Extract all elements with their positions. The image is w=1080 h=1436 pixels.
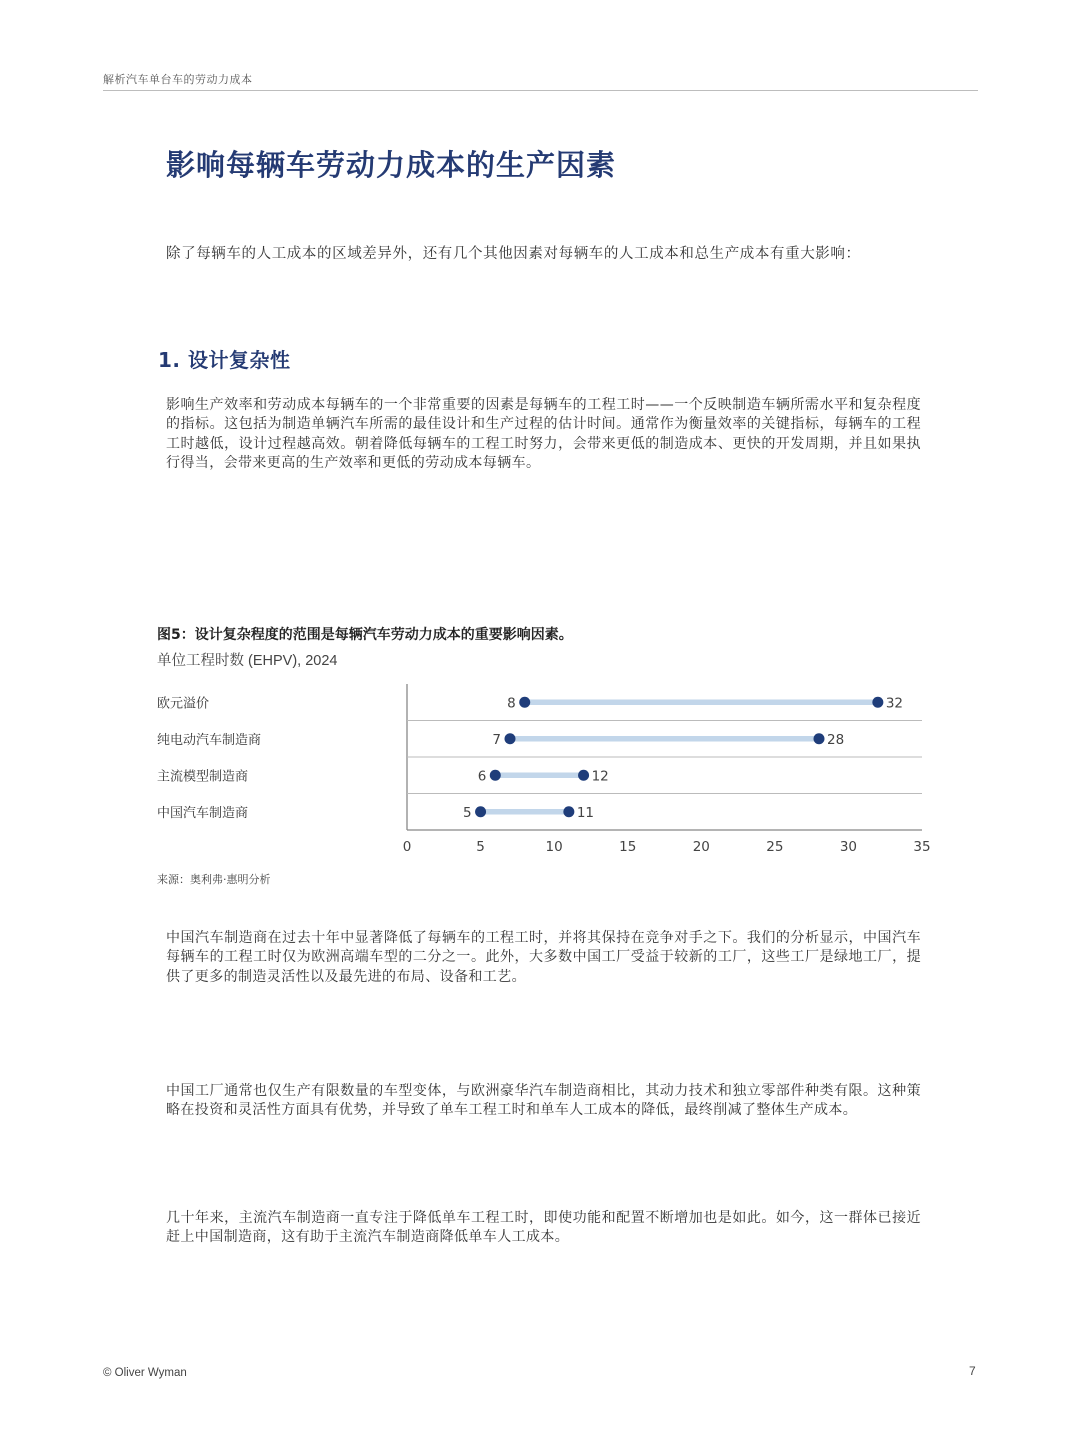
section-heading: 1. 设计复杂性 <box>158 348 291 372</box>
body-paragraph: 中国汽车制造商在过去十年中显著降低了每辆车的工程工时，并将其保持在竞争对手之下。我们的分析显示，中国汽车每辆车的工程工时仅为欧洲高端车型的二分之一。此外，大多数中国工厂受益于较新的工厂，这些工厂是绿地工厂，提供了更多的制造灵活性以及最先进的布局、设备和工艺。 <box>166 930 921 985</box>
max-dot <box>814 733 825 744</box>
max-dot <box>872 697 883 708</box>
x-tick-label: 20 <box>692 839 710 855</box>
max-value-label: 12 <box>591 768 609 785</box>
running-header: 解析汽车单台车的劳动力成本 <box>103 73 253 86</box>
min-value-label: 7 <box>492 731 501 748</box>
x-tick-label: 10 <box>545 839 563 855</box>
x-tick-label: 5 <box>476 839 485 855</box>
min-dot <box>490 770 501 781</box>
category-label: 中国汽车制造商 <box>157 805 249 821</box>
figure-source: 来源：奥利弗·惠明分析 <box>157 873 271 886</box>
x-tick-label: 30 <box>839 839 858 855</box>
x-tick-label: 35 <box>913 839 931 855</box>
min-dot <box>475 806 486 817</box>
max-dot <box>578 770 589 781</box>
max-value-label: 32 <box>885 695 904 712</box>
intro-paragraph: 除了每辆车的人工成本的区域差异外，还有几个其他因素对每辆车的人工成本和总生产成本有重大影响： <box>166 246 861 262</box>
page-number: 7 <box>969 1364 976 1378</box>
footer-copyright: © Oliver Wyman <box>103 1367 187 1379</box>
min-dot <box>505 733 516 744</box>
max-value-label: 28 <box>827 731 845 748</box>
min-value-label: 6 <box>477 768 487 785</box>
max-value-label: 11 <box>576 804 595 821</box>
x-tick-label: 25 <box>766 839 784 855</box>
category-label: 欧元溢价 <box>157 696 210 712</box>
body-paragraph: 影响生产效率和劳动成本每辆车的一个非常重要的因素是每辆车的工程工时——一个反映制造车辆所需水平和复杂程度的指标。这包括为制造单辆汽车所需的最佳设计和生产过程的估计时间。通常作为衡量效率的关键指标，每辆车的工程工时越低，设计过程越高效。朝着降低每辆车的工程工时努力，会带来更低的制造成本、更快的开发周期，并且如果执行得当，会带来更高的生产效率和更低的劳动成本每辆车。 <box>166 397 921 471</box>
x-tick-label: 15 <box>619 839 637 855</box>
x-tick-label: 0 <box>402 839 412 855</box>
figure-subtitle: 单位工程时数 (EHPV), 2024 <box>157 653 338 669</box>
min-value-label: 5 <box>462 804 472 821</box>
category-label: 主流模型制造商 <box>157 769 249 785</box>
page-title: 影响每辆车劳动力成本的生产因素 <box>166 148 617 182</box>
body-paragraph: 几十年来，主流汽车制造商一直专注于降低单车工程工时，即使功能和配置不断增加也是如此。如今，这一群体已接近赶上中国制造商，这有助于主流汽车制造商降低单车人工成本。 <box>166 1210 921 1246</box>
min-value-label: 8 <box>507 695 516 712</box>
body-paragraph: 中国工厂通常也仅生产有限数量的车型变体，与欧洲豪华汽车制造商相比，其动力技术和独立零部件种类有限。这种策略在投资和灵活性方面具有优势，并导致了单车工程工时和单车人工成本的降低，最终削减了整体生产成本。 <box>166 1083 921 1119</box>
max-dot <box>563 806 574 817</box>
category-label: 纯电动汽车制造商 <box>157 732 262 748</box>
min-dot <box>519 697 530 708</box>
figure-title: 图5：设计复杂程度的范围是每辆汽车劳动力成本的重要影响因素。 <box>157 627 573 643</box>
